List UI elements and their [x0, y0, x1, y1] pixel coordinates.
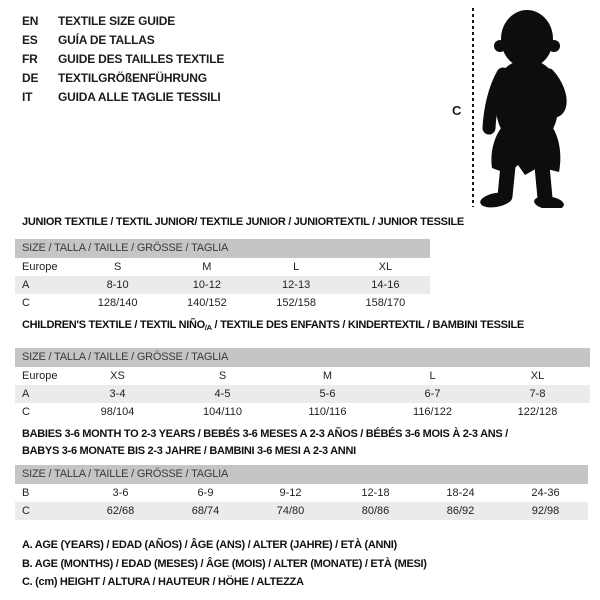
table-cell: XL: [530, 370, 545, 382]
junior-table-title: JUNIOR TEXTILE / TEXTIL JUNIOR/ TEXTILE JUNIOR / JUNIORTEXTIL / JUNIOR TESSILE: [22, 216, 464, 228]
size-header-bar: SIZE / TALLA / TAILLE / GRÖSSE / TAGLIA: [15, 465, 588, 484]
table-cell: 4-5: [214, 388, 231, 400]
language-row: [22, 31, 224, 50]
babies-table: [15, 465, 588, 520]
junior-table: [15, 239, 430, 312]
babies-title-line1: BABIES 3-6 MONTH TO 2-3 YEARS / BEBÉS 3-6 MESES A 2-3 AÑOS / BÉBÉS 3-6 MOIS À 2-3 ANS /: [22, 428, 508, 440]
table-cell: 140/152: [186, 297, 227, 309]
children-title-post: / TEXTILE DES ENFANTS / KINDERTEXTIL / BAMBINI TESSILE: [211, 319, 524, 331]
note-age-months: B. AGE (MONTHS) / EDAD (MESES) / ÂGE (MOIS) / ALTER (MONATE) / ETÀ (MESI): [22, 557, 427, 570]
table-cell: M: [202, 261, 212, 273]
table-cell: 110/116: [308, 406, 347, 418]
table-cell: 8-10: [106, 279, 129, 291]
language-row: [22, 12, 224, 31]
table-cell: 7-8: [529, 388, 546, 400]
language-title: TEXTILGRÖßENFÜHRUNG: [58, 71, 207, 85]
children-table: [15, 348, 590, 421]
table-cell: 3-4: [109, 388, 126, 400]
table-cell: L: [293, 261, 300, 273]
table-cell: M: [322, 370, 333, 382]
table-cell: 5-6: [319, 388, 336, 400]
table-cell: 128/140: [97, 297, 138, 309]
table-cell: 74/80: [276, 505, 305, 517]
baby-silhouette-icon: [479, 6, 572, 208]
table-cell: 80/86: [361, 505, 390, 517]
children-title-sub: /A: [204, 323, 212, 332]
babies-table-title: [22, 426, 508, 460]
table-row: [15, 403, 590, 421]
language-header: [22, 12, 224, 107]
row-label: C: [22, 406, 30, 418]
table-cell: 3-6: [112, 487, 129, 499]
table-row: [15, 294, 430, 312]
row-label: B: [22, 487, 30, 499]
table-cell: 24-36: [531, 487, 560, 499]
language-code: EN: [22, 14, 39, 28]
table-cell: 6-9: [197, 487, 214, 499]
language-row: [22, 88, 224, 107]
table-cell: 158/170: [365, 297, 406, 309]
height-label: C: [452, 103, 462, 118]
babies-title-line2: BABYS 3-6 MONATE BIS 2-3 JAHRE / BAMBINI 3-6 MESI A 2-3 ANNI: [22, 445, 356, 457]
table-row: [15, 258, 430, 276]
table-cell: 6-7: [424, 388, 441, 400]
language-code: IT: [22, 90, 33, 104]
table-cell: 12-13: [282, 279, 311, 291]
height-measure-line: [472, 8, 474, 207]
language-title: GUIDA ALLE TAGLIE TESSILI: [58, 90, 221, 104]
table-cell: S: [218, 370, 227, 382]
table-cell: 152/158: [276, 297, 316, 309]
table-row: [15, 502, 588, 520]
table-row: [15, 367, 590, 385]
children-table-title: [22, 319, 524, 332]
row-label: Europe: [22, 261, 58, 273]
children-title-pre: CHILDREN'S TEXTILE / TEXTIL NIÑO: [22, 319, 205, 331]
size-header-bar: SIZE / TALLA / TAILLE / GRÖSSE / TAGLIA: [15, 239, 430, 258]
table-cell: 9-12: [279, 487, 302, 499]
size-header-bar: SIZE / TALLA / TAILLE / GRÖSSE / TAGLIA: [15, 348, 590, 367]
table-cell: 116/122: [413, 406, 452, 418]
note-height-cm: C. (cm) HEIGHT / ALTURA / HAUTEUR / HÖHE / ALTEZZA: [22, 576, 304, 588]
table-cell: 92/98: [531, 505, 560, 517]
table-cell: 18-24: [446, 487, 475, 499]
row-label: A: [22, 388, 30, 400]
table-cell: 12-18: [361, 487, 390, 499]
table-cell: 86/92: [446, 505, 475, 517]
note-age-years: A. AGE (YEARS) / EDAD (AÑOS) / ÂGE (ANS) / ALTER (JAHRE) / ETÀ (ANNI): [22, 539, 397, 551]
table-cell: S: [113, 261, 122, 273]
row-label: C: [22, 505, 30, 517]
language-title: GUIDE DES TAILLES TEXTILE: [58, 52, 225, 66]
table-cell: L: [429, 370, 436, 382]
table-row: [15, 276, 430, 294]
language-title: TEXTILE SIZE GUIDE: [58, 14, 176, 28]
table-cell: 104/110: [203, 406, 242, 418]
table-cell: 68/74: [191, 505, 220, 517]
row-label: A: [22, 279, 30, 291]
language-code: DE: [22, 71, 39, 85]
language-row: [22, 69, 224, 88]
table-cell: XS: [110, 370, 125, 382]
language-row: [22, 50, 224, 69]
table-cell: 14-16: [371, 279, 400, 291]
language-title: GUÍA DE TALLAS: [58, 33, 155, 47]
table-cell: 122/128: [517, 406, 558, 418]
table-cell: 98/104: [100, 406, 135, 418]
table-row: [15, 484, 588, 502]
row-label: C: [22, 297, 30, 309]
language-code: FR: [22, 52, 38, 66]
legend-notes: [22, 536, 427, 592]
row-label: Europe: [22, 370, 58, 382]
table-cell: 62/68: [106, 505, 135, 517]
table-row: [15, 385, 590, 403]
language-code: ES: [22, 33, 38, 47]
table-cell: XL: [378, 261, 393, 273]
table-cell: 10-12: [192, 279, 221, 291]
